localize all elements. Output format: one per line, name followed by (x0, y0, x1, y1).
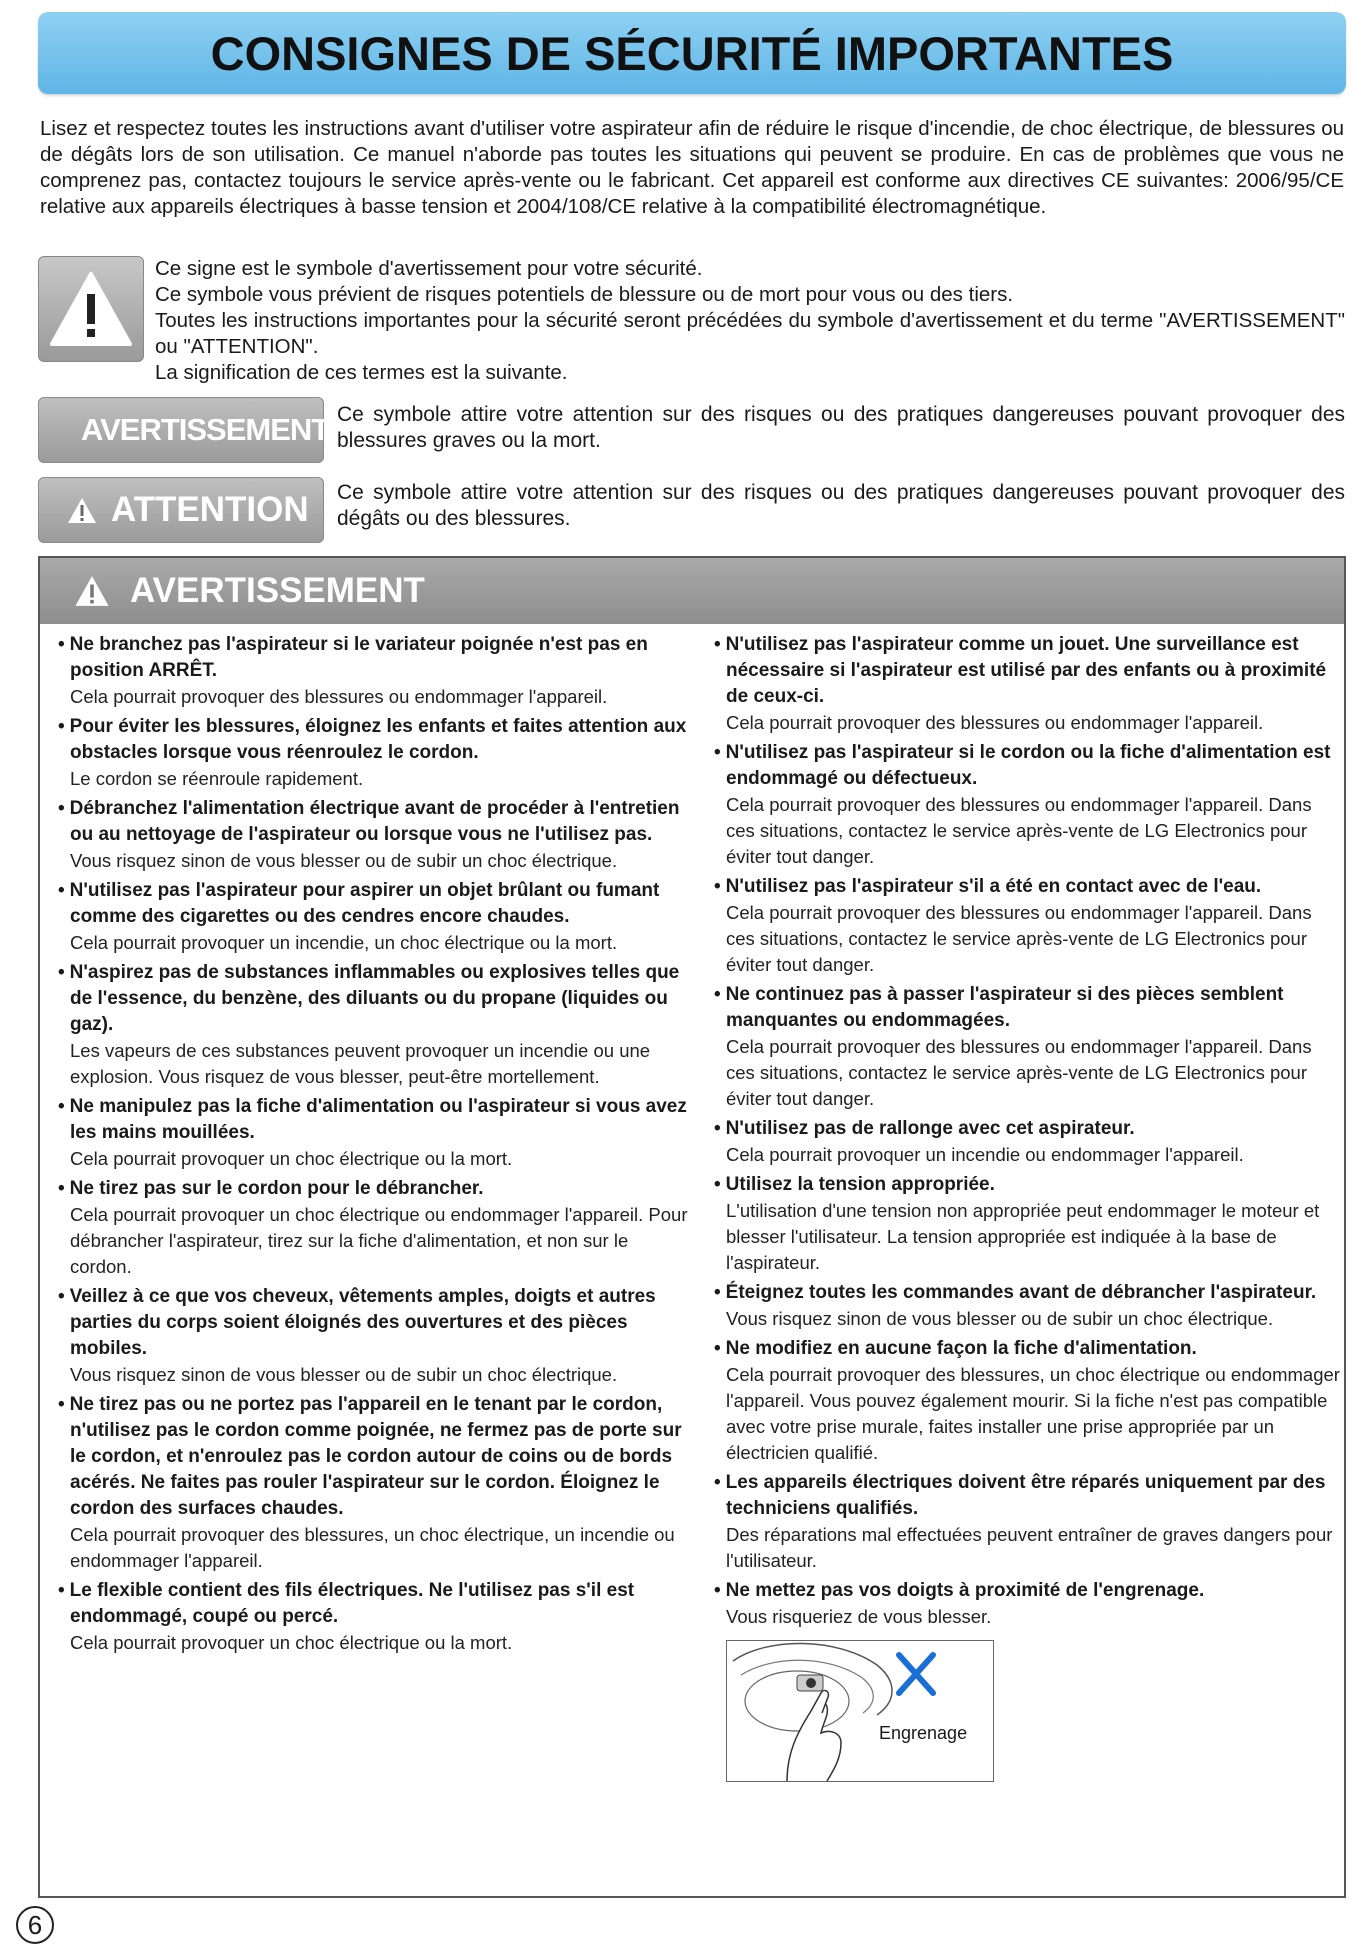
warning-item-body: Cela pourrait provoquer des blessures ou endommager l'appareil. Dans ces situations, contactez le service après-vente de LG Electronics pour éviter tout danger. (726, 902, 1312, 975)
avertissement-label: AVERTISSEMENT (81, 412, 330, 447)
warning-item (54, 632, 694, 710)
warning-item-body: Les vapeurs de ces substances peuvent provoquer un incendie ou une explosion. Vous risquez de vous blesser, peut-être mortellement. (70, 1040, 651, 1087)
warning-triangle-icon (67, 497, 97, 524)
warning-item-body: Cela pourrait provoquer un incendie, un choc électrique ou la mort. (70, 932, 618, 953)
gear-hand-illustration-icon (727, 1641, 995, 1783)
warning-item (710, 632, 1340, 736)
engrenage-label: Engrenage (879, 1723, 968, 1743)
warning-item-head: • Veillez à ce que vos cheveux, vêtements amples, doigts et autres parties du corps soient éloignés des ouvertures et des pièces mobiles. (54, 1284, 694, 1362)
attention-label: ATTENTION (111, 490, 309, 529)
warning-item-head: • Éteignez toutes les commandes avant de débrancher l'aspirateur. (710, 1280, 1340, 1306)
warning-item-body: Vous risquez sinon de vous blesser ou de subir un choc électrique. (70, 1364, 618, 1385)
warning-item-body: Vous risquez sinon de vous blesser ou de subir un choc électrique. (726, 1308, 1274, 1329)
warnings-left-column (54, 632, 694, 1660)
warning-item-body: Cela pourrait provoquer un incendie ou endommager l'appareil. (726, 1144, 1244, 1165)
warning-item-body: Le cordon se réenroule rapidement. (70, 768, 364, 789)
warning-item-head: • N'utilisez pas l'aspirateur pour aspirer un objet brûlant ou fumant comme des cigarettes ou des cendres encore chaudes. (54, 878, 694, 930)
page-number: 6 (16, 1906, 54, 1944)
symbol-line-4: La signification de ces termes est la suivante. (155, 361, 568, 384)
attention-badge (38, 477, 324, 543)
engrenage-figure (726, 1640, 994, 1782)
warning-item-body: Cela pourrait provoquer des blessures, un choc électrique, un incendie ou endommager l'appareil. (70, 1524, 675, 1571)
warning-item-body: Cela pourrait provoquer des blessures, un choc électrique ou endommager l'appareil. Vous pouvez également mourir. Si la fiche n'est pas compatible avec votre prise murale, faites installer une prise appropriée par un électricien qualifié. (726, 1364, 1340, 1463)
warning-item-body: Cela pourrait provoquer un choc électrique ou endommager l'appareil. Pour débrancher l'aspirateur, tirez sur la fiche d'alimentation, et non sur le cordon. (70, 1204, 688, 1277)
warning-item-head: • Ne mettez pas vos doigts à proximité de l'engrenage. (710, 1578, 1340, 1604)
warning-item (54, 714, 694, 792)
warning-item (54, 796, 694, 874)
warning-item (710, 1172, 1340, 1276)
warning-item (54, 1392, 694, 1574)
warning-item-body: Cela pourrait provoquer des blessures ou endommager l'appareil. Dans ces situations, contactez le service après-vente de LG Electronics pour éviter tout danger. (726, 794, 1312, 867)
warning-item-head: • N'utilisez pas l'aspirateur comme un jouet. Une surveillance est nécessaire si l'aspirateur est utilisé par des enfants ou à proximité de ceux-ci. (710, 632, 1340, 710)
warning-item-head: • N'utilisez pas l'aspirateur s'il a été en contact avec de l'eau. (710, 874, 1340, 900)
warning-item-head: • Le flexible contient des fils électriques. Ne l'utilisez pas s'il est endommagé, coupé ou percé. (54, 1578, 694, 1630)
warning-item (54, 960, 694, 1090)
warning-item-body: Cela pourrait provoquer des blessures ou endommager l'appareil. Dans ces situations, contactez le service après-vente de LG Electronics pour éviter tout danger. (726, 1036, 1312, 1109)
symbol-explanation (155, 256, 1345, 386)
warning-item-body: L'utilisation d'une tension non appropriée peut endommager le moteur et blesser l'utilisateur. La tension appropriée est indiquée à la base de l'aspirateur. (726, 1200, 1320, 1273)
warning-item (710, 982, 1340, 1112)
warning-item (710, 740, 1340, 870)
warning-item (54, 1176, 694, 1280)
warning-item-head: • Ne continuez pas à passer l'aspirateur si des pièces semblent manquantes ou endommagées. (710, 982, 1340, 1034)
warning-item-body: Cela pourrait provoquer des blessures ou endommager l'appareil. (726, 712, 1264, 733)
warning-triangle-icon (48, 270, 134, 348)
warning-item (710, 1578, 1340, 1630)
warning-item (710, 1336, 1340, 1466)
attention-description: Ce symbole attire votre attention sur des risques ou des pratiques dangereuses pouvant provoquer des dégâts ou des blessures. (337, 481, 1345, 530)
warning-item-head: • Ne tirez pas sur le cordon pour le débrancher. (54, 1176, 694, 1202)
warning-item-body: Cela pourrait provoquer un choc électrique ou la mort. (70, 1632, 513, 1653)
symbol-line-1: Ce signe est le symbole d'avertissement pour votre sécurité. (155, 257, 703, 280)
warning-item (54, 1284, 694, 1388)
warning-item (54, 1094, 694, 1172)
warning-item-head: • Utilisez la tension appropriée. (710, 1172, 1340, 1198)
warning-item (54, 878, 694, 956)
warning-item (710, 1470, 1340, 1574)
intro-paragraph: Lisez et respectez toutes les instructions avant d'utiliser votre aspirateur afin de réduire le risque d'incendie, de choc électrique, de blessures ou de dégâts lors de son utilisation. Ce manuel n'aborde pas toutes les situations qui peuvent se produire. En cas de problèmes que vous ne comprenez pas, contactez toujours le service après-vente ou le fabricant. Cet appareil est conforme aux directives CE suivantes: 2006/95/CE relative aux appareils électriques à basse tension et 2004/108/CE relative à la compatibilité électromagnétique. (40, 117, 1344, 218)
warning-item-head: • Ne manipulez pas la fiche d'alimentation ou l'aspirateur si vous avez les mains mouillées. (54, 1094, 694, 1146)
warning-item-head: • Les appareils électriques doivent être réparés uniquement par des techniciens qualifiés. (710, 1470, 1340, 1522)
warning-item-head: • N'utilisez pas de rallonge avec cet aspirateur. (710, 1116, 1340, 1142)
avertissement-section (38, 556, 1346, 1898)
warning-item (710, 1280, 1340, 1332)
warning-item-head: • N'utilisez pas l'aspirateur si le cordon ou la fiche d'alimentation est endommagé ou défectueux. (710, 740, 1340, 792)
warning-item-body: Cela pourrait provoquer un choc électrique ou la mort. (70, 1148, 513, 1169)
warning-item-body: Des réparations mal effectuées peuvent entraîner de graves dangers pour l'utilisateur. (726, 1524, 1333, 1571)
warning-item-head: • Ne tirez pas ou ne portez pas l'appareil en le tenant par le cordon, n'utilisez pas le cordon comme poignée, ne fermez pas de porte sur le cordon, et n'enroulez pas le cordon autour de coins ou de bords acérés. Ne faites pas rouler l'aspirateur sur le cordon. Éloignez le cordon des surfaces chaudes. (54, 1392, 694, 1522)
page-title: CONSIGNES DE SÉCURITÉ IMPORTANTES (210, 26, 1174, 80)
warning-item-head: • Ne modifiez en aucune façon la fiche d'alimentation. (710, 1336, 1340, 1362)
avertissement-section-header (40, 558, 1344, 624)
warning-item-body: Vous risqueriez de vous blesser. (726, 1606, 992, 1627)
warning-item (710, 1116, 1340, 1168)
warning-item-head: • Débranchez l'alimentation électrique avant de procéder à l'entretien ou au nettoyage de l'aspirateur ou lorsque vous ne l'utilisez pas. (54, 796, 694, 848)
warning-item (710, 874, 1340, 978)
symbol-line-2: Ce symbole vous prévient de risques potentiels de blessure ou de mort pour vous ou des tiers. (155, 283, 1014, 306)
warning-item-body: Vous risquez sinon de vous blesser ou de subir un choc électrique. (70, 850, 618, 871)
avertissement-description: Ce symbole attire votre attention sur des risques ou des pratiques dangereuses pouvant provoquer des blessures graves ou la mort. (337, 403, 1345, 452)
warning-item-head: • Ne branchez pas l'aspirateur si le variateur poignée n'est pas en position ARRÊT. (54, 632, 694, 684)
warnings-right-column (710, 632, 1340, 1782)
title-banner (38, 12, 1346, 94)
symbol-line-3: Toutes les instructions importantes pour la sécurité seront précédées du symbole d'avertissement et du terme "AVERTISSEMENT" ou "ATTENTION". (155, 309, 1345, 358)
warning-item-head: • N'aspirez pas de substances inflammables ou explosives telles que de l'essence, du benzène, des diluants ou du propane (liquides ou gaz). (54, 960, 694, 1038)
avertissement-section-title: AVERTISSEMENT (130, 571, 425, 610)
warning-item-body: Cela pourrait provoquer des blessures ou endommager l'appareil. (70, 686, 608, 707)
warning-symbol (38, 256, 144, 362)
warning-triangle-icon (74, 575, 110, 607)
warning-item-head: • Pour éviter les blessures, éloignez les enfants et faites attention aux obstacles lorsque vous réenroulez le cordon. (54, 714, 694, 766)
warning-item (54, 1578, 694, 1656)
avertissement-badge (38, 397, 330, 463)
